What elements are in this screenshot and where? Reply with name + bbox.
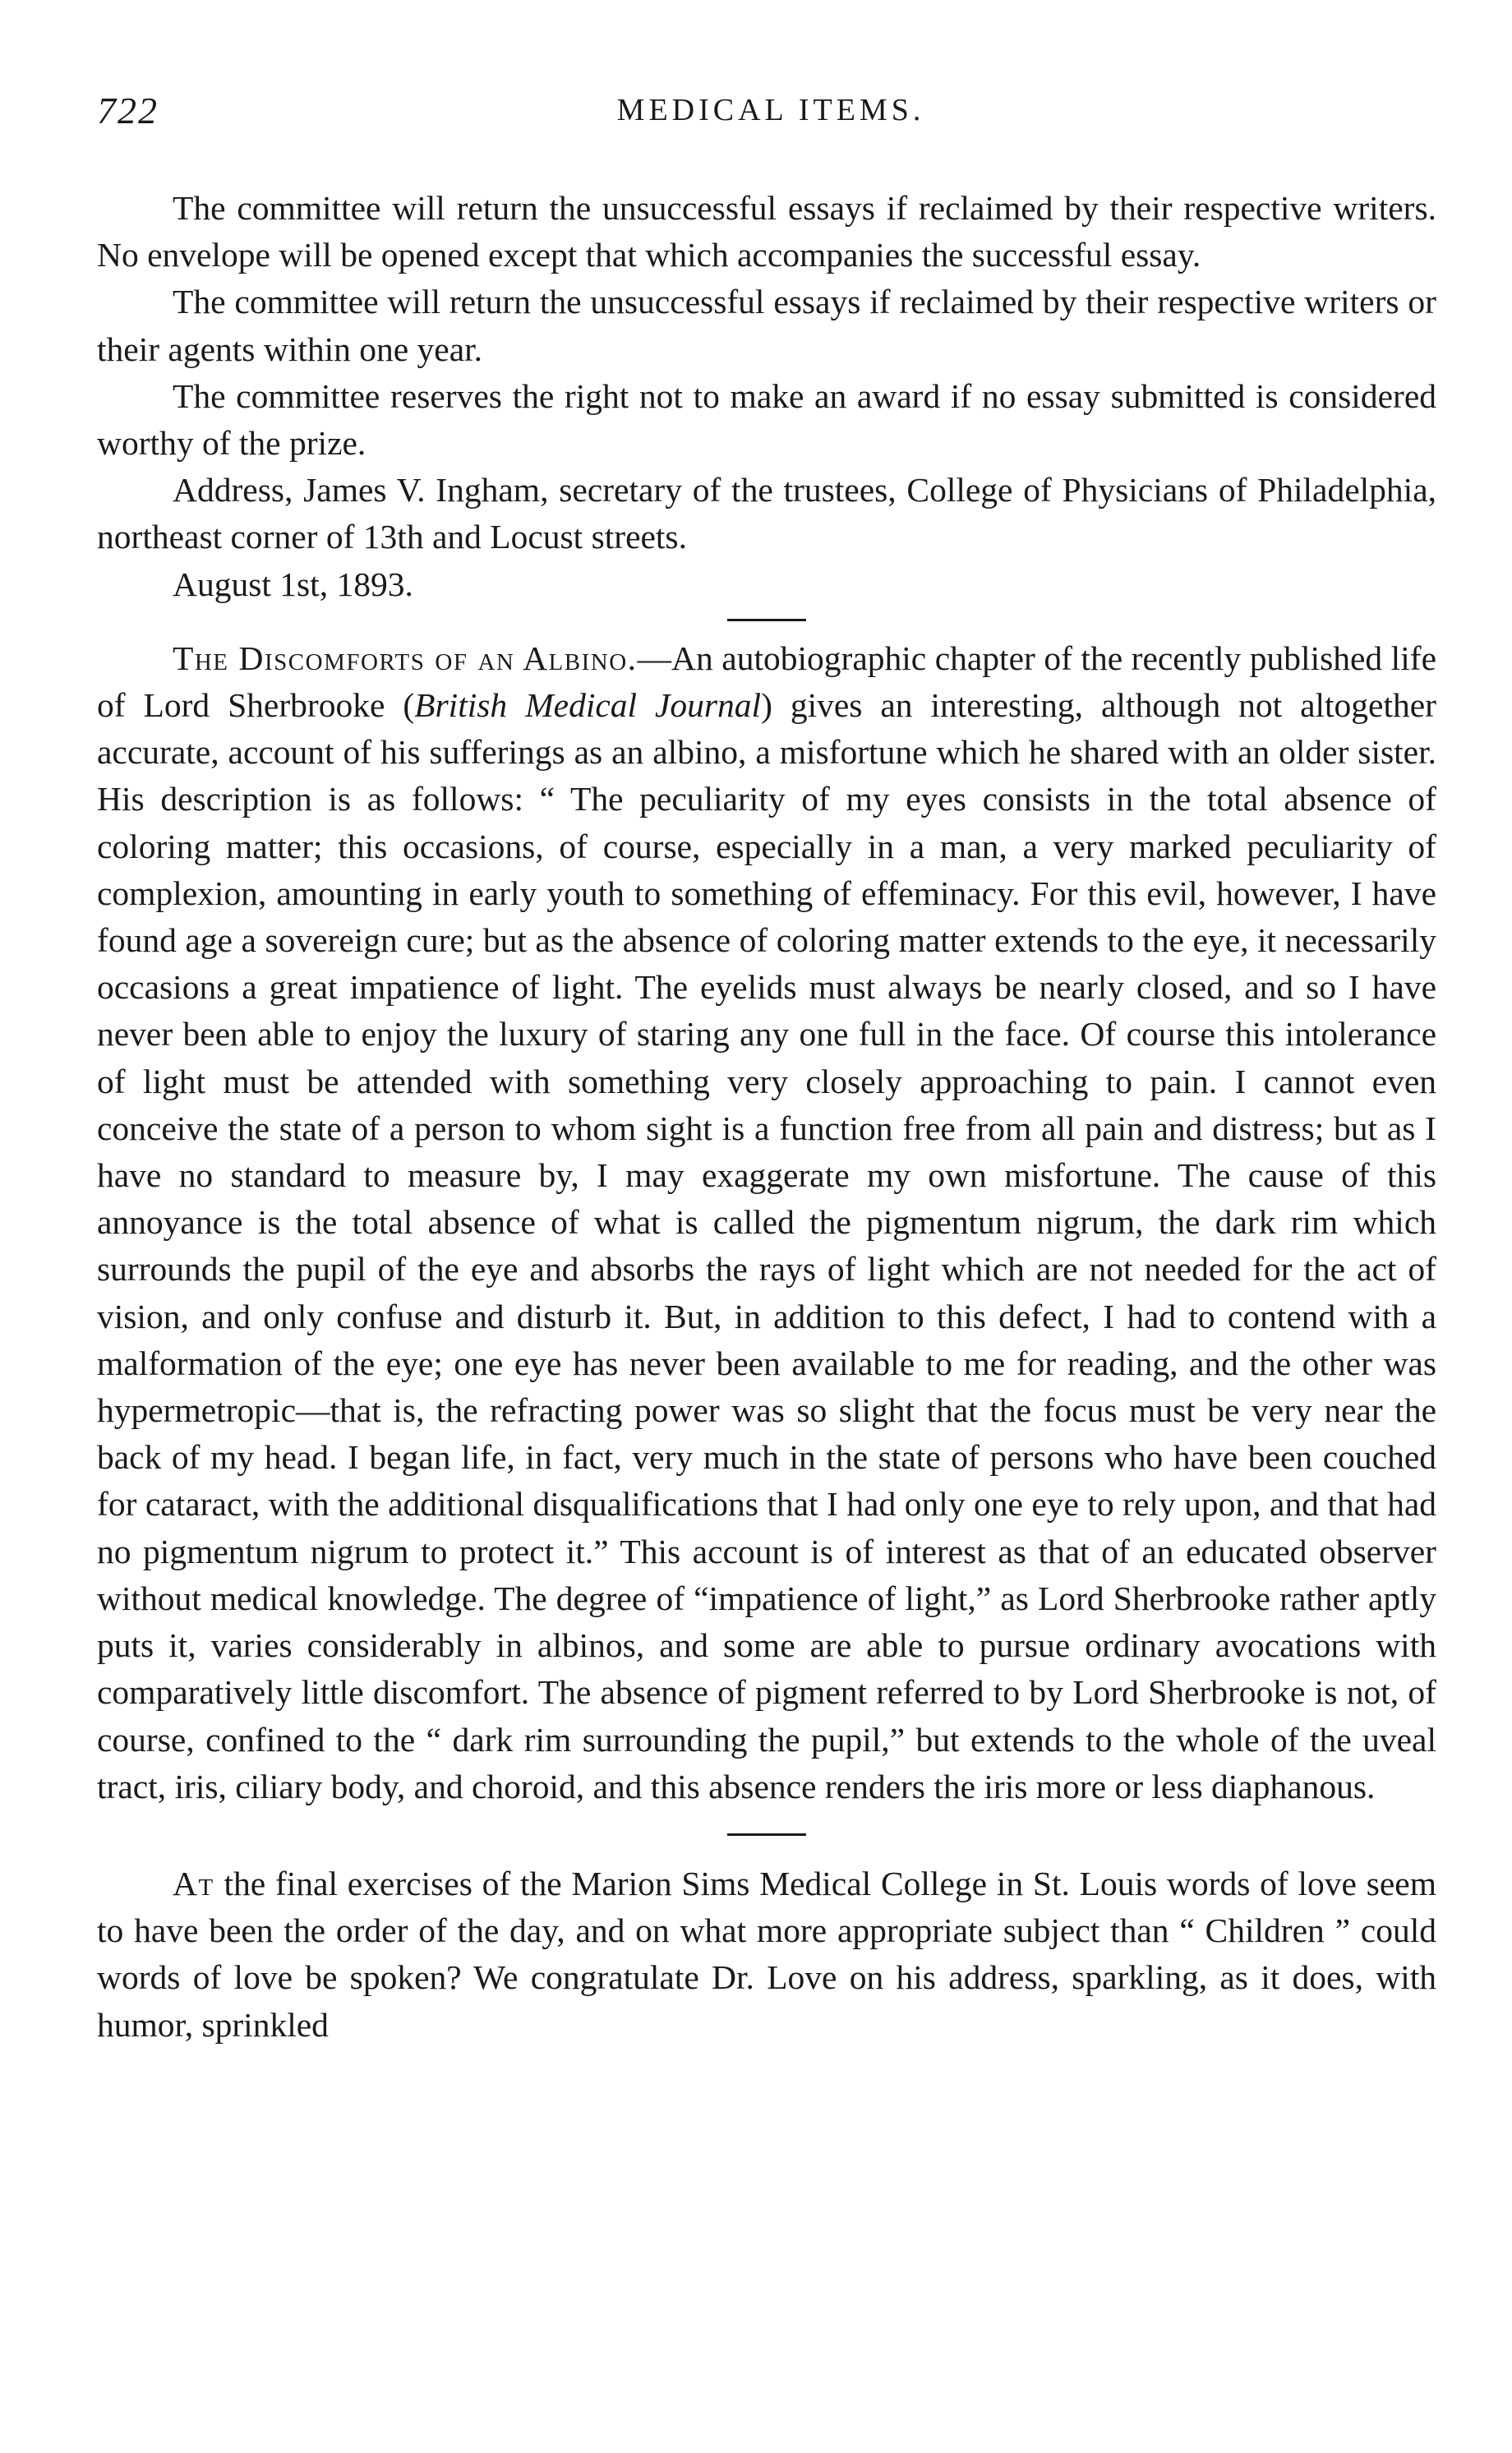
albino-body: ) gives an interesting, although not altogether accurate, account of his sufferings as an albino, a misfortune which he shared with an older sister. His description is as follows: “ The peculiarity of my eyes consists in the total absence of coloring matter; this occasions, of course, especially in a man, a very marked peculiarity of complexion, amounting in early youth to something of effeminacy. For this evil, however, I have found age a sovereign cure; but as the absence of coloring matter extends to the eye, it necessarily occasions a great impatience of light. The eyelids must always be nearly closed, and so I have never been able to enjoy the luxury of staring any one full in the face. Of course this intolerance of light must be attended with something very closely approaching to pain. I cannot even conceive the state of a person to whom sight is a function free from all pain and distress; but as I have no standard to measure by, I may exaggerate my own misfortune. The cause of this annoyance is the total absence of what is called the pigmentum nigrum, the dark rim which surrounds the pupil of the eye and absorbs the rays of light which are not needed for the act of vision, and only confuse and disturb it. But, in addition to this defect, I had to contend with a malformation of the eye; one eye has never been available to me for reading, and the other was hypermetropic—that is, the refracting power was so slight that the focus must be very near the back of my head. I began life, in fact, very much in the state of persons who have been couched for cataract, with the additional disqualifications that I had only one eye to rely upon, and that had no pigmentum nigrum to protect it.” This account is of interest as that of an educated observer without medical knowledge. The degree of “impatience of light,” as Lord Sherbrooke rather aptly puts it, varies considerably in albinos, and some are able to pursue ordinary avocations with comparatively little discomfort. The absence of pigment referred to by Lord Sherbrooke is not, of course, confined to the “ dark rim surrounding the pupil,” but extends to the whole of the uveal tract, iris, ciliary body, and choroid, and this absence renders the iris more or less diaphanous. xyxy=(97,686,1436,1805)
albino-intro: An autobiographic chapter of the recently published life of Lord Sherbrooke ( xyxy=(97,639,1436,725)
prize-address: Address, James V. Ingham, secretary of the trustees, College of Physicians of Philadelphia, northeast corner of 13th and Locust streets. xyxy=(97,471,1436,556)
page-number: 722 xyxy=(97,90,159,131)
sims-article xyxy=(97,1860,1436,2049)
page-header xyxy=(97,89,1445,138)
sims-lead: At xyxy=(173,1864,214,1902)
section-divider-2 xyxy=(727,1833,806,1836)
prize-paragraph-3: The committee reserves the right not to make an award if no essay submitted is considered worthy of the prize. xyxy=(97,376,1436,463)
body-text xyxy=(97,185,1436,2049)
albino-dash: — xyxy=(637,639,672,677)
running-head: MEDICAL ITEMS. xyxy=(616,93,925,127)
prize-date: August 1st, 1893. xyxy=(173,565,413,603)
prize-paragraph-1: The committee will return the unsuccessful essays if reclaimed by their respective writers. No envelope will be opened except that which accompanies the successful essay. xyxy=(97,189,1436,274)
prize-paragraph-2: The committee will return the unsuccessful essays if reclaimed by their respective writers or their agents within one year. xyxy=(97,283,1436,368)
journal-citation: British Medical Journal xyxy=(414,686,762,725)
section-divider xyxy=(727,619,806,621)
albino-title: The Discomforts of an Albino. xyxy=(173,639,638,677)
albino-article xyxy=(97,635,1436,1810)
sims-body: the final exercises of the Marion Sims Medical College in St. Louis words of love seem to have been the order of the day, and on what more appropriate subject than “ Children ” could words of love be spoken? We congratulate Dr. Love on his address, sparkling, as it does, with humor, sprinkled xyxy=(97,1864,1436,2044)
